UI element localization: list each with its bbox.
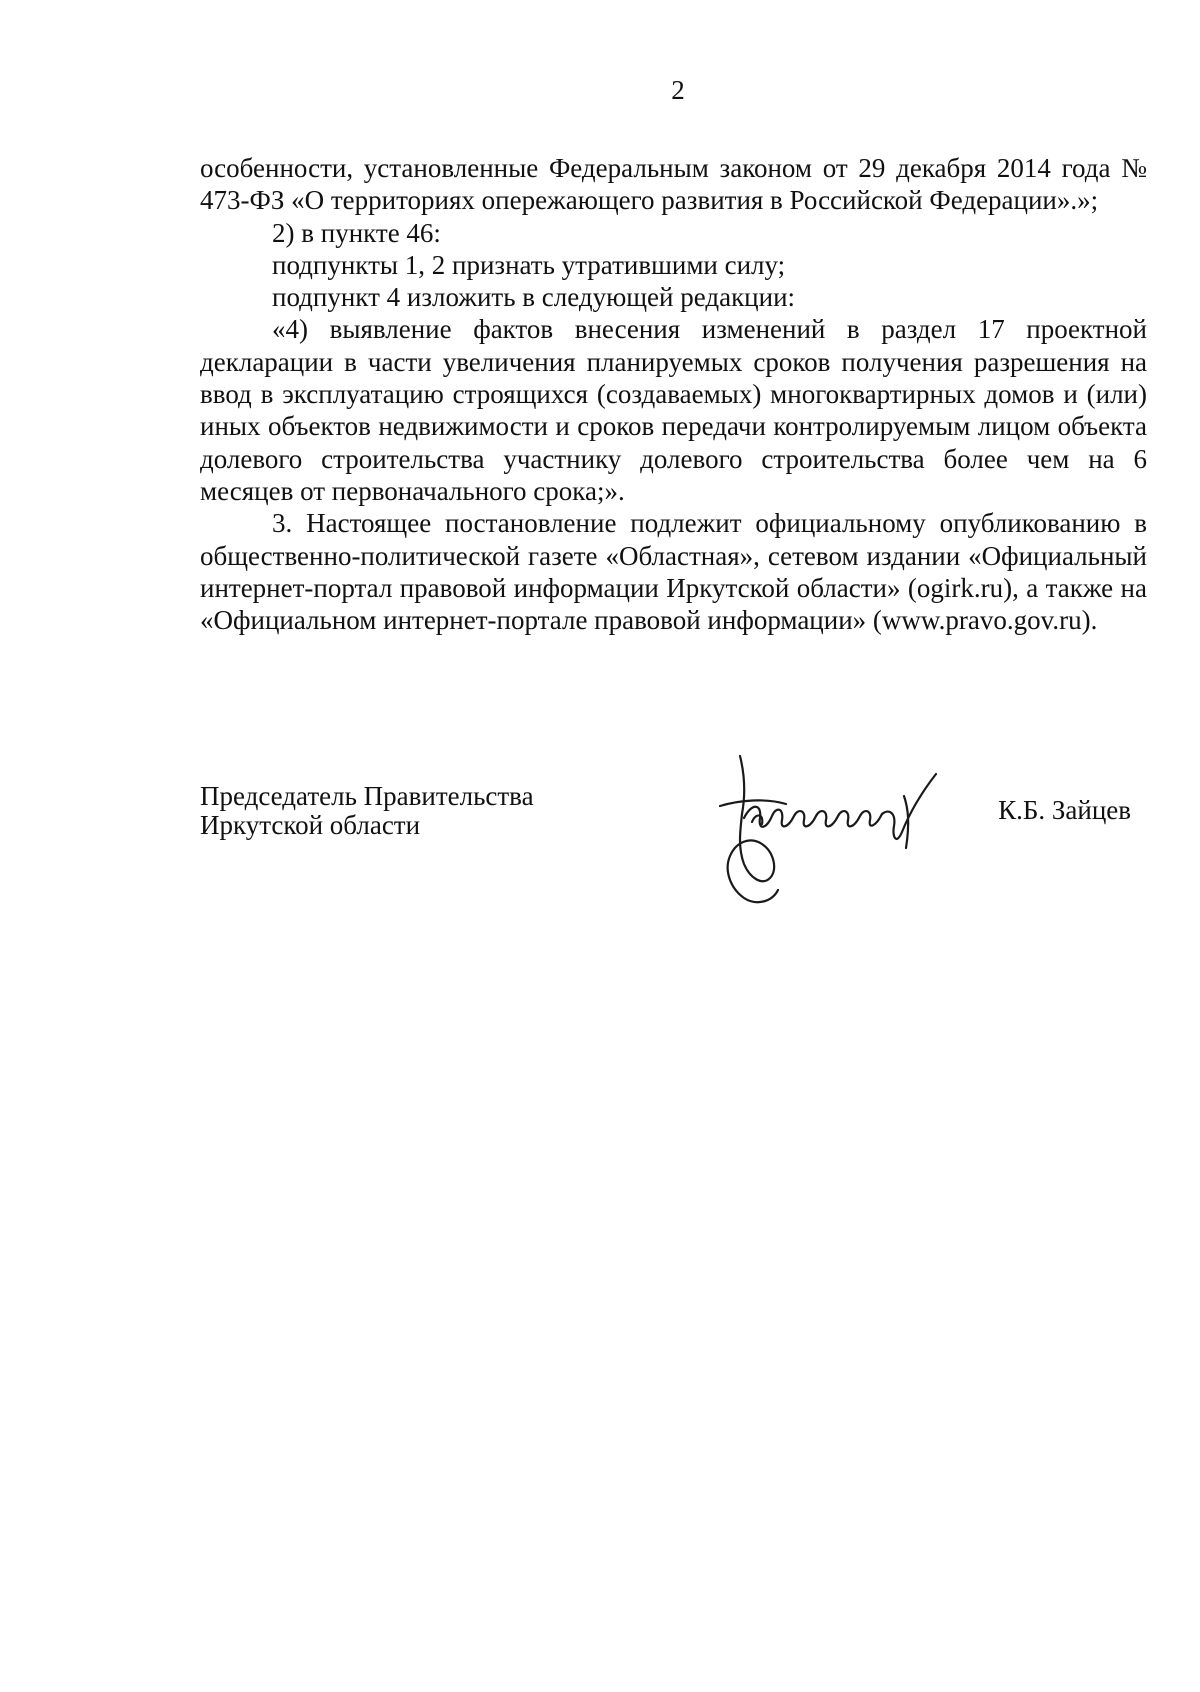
paragraph-subitems-repealed: подпункты 1, 2 признать утратившими силу; xyxy=(272,249,786,280)
paragraph-item-2: 2) в пункте 46: xyxy=(272,217,441,248)
paragraph-publication: 3. Настоящее постановление подлежит официальному опубликованию в общественно-политической газете «Областная», сетевом издании «Официальный интернет-портал правовой информации Иркутской области» (ogirk.ru), а также на «Официальном интернет-портале правовой информации» (www.pravo.gov.ru). xyxy=(200,508,1147,636)
page-number: 2 xyxy=(671,75,685,105)
paragraph-subitem-4-intro: подпункт 4 изложить в следующей редакции: xyxy=(272,282,796,313)
handwritten-signature xyxy=(700,752,960,912)
signer-position-line-2: Иркутской области xyxy=(200,810,421,840)
signer-name: К.Б. Зайцев xyxy=(998,795,1131,825)
signer-position-line-1: Председатель Правительства xyxy=(200,781,534,811)
paragraph-continuation: особенности, установленные Федеральным законом от 29 декабря 2014 года № 473-ФЗ «О территориях опережающего развития в Российской Федерации».»; xyxy=(200,153,1147,216)
document-body xyxy=(200,152,1147,636)
signature-block xyxy=(200,782,1147,932)
signer-position xyxy=(200,782,534,840)
paragraph-subitem-4-text: «4) выявление фактов внесения изменений в раздел 17 проектной декларации в части увеличения планируемых сроков получения разрешения на ввод в эксплуатацию строящихся (создаваемых) многоквартирных домов и (или) иных объектов недвижимости и сроков передачи контролируемым лицом объекта долевого строительства участнику долевого строительства более чем на 6 месяцев от первоначального срока;». xyxy=(200,314,1147,506)
